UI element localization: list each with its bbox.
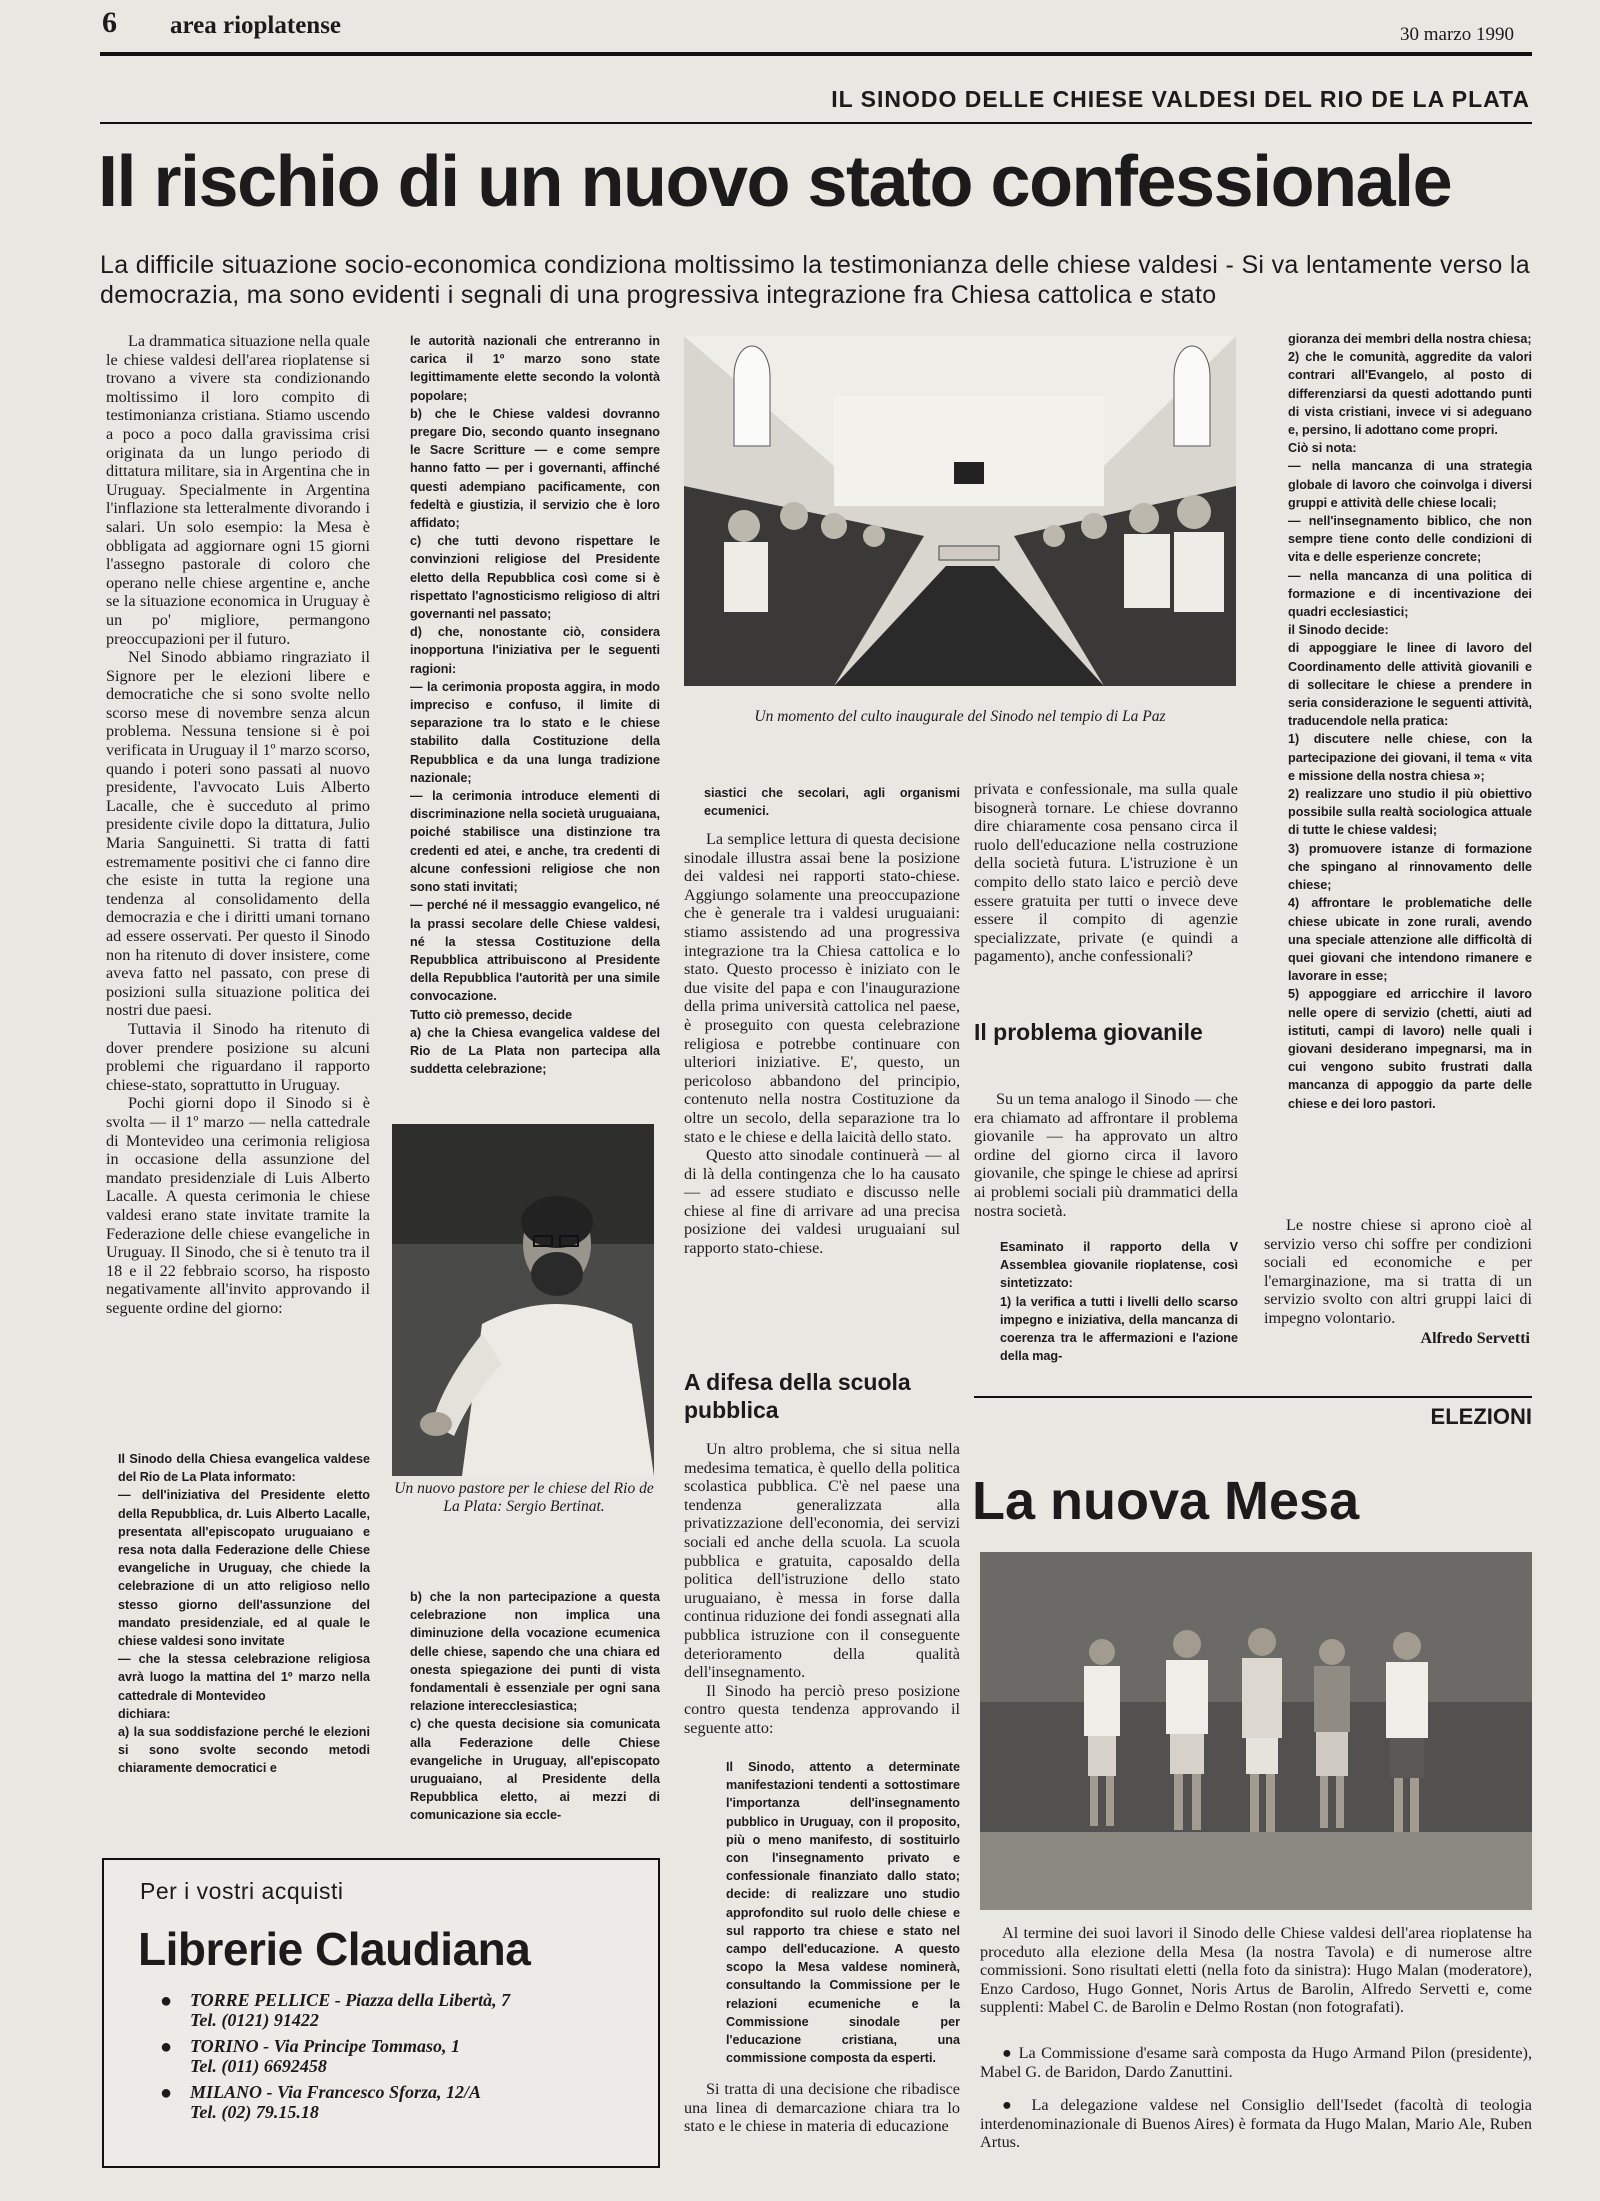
- resolution-line: Il Sinodo della Chiesa evangelica valdese del Rio de La Plata informato:: [118, 1452, 370, 1485]
- resolution-line: — nell'insegnamento biblico, che non sempre tiene conto delle condizioni di vita e delle esperienze concrete;: [1288, 514, 1532, 565]
- resolution-line: — che la stessa celebrazione religiosa avrà luogo la mattina del 1º marzo nella cattedrale di Montevideo: [118, 1652, 370, 1703]
- issue-date: 30 marzo 1990: [1400, 24, 1514, 45]
- ad-store: [160, 2036, 640, 2076]
- store-phone: Tel. (02) 79.15.18: [190, 2102, 319, 2122]
- paragraph: Questo atto sinodale continuerà — al di là della contingenza che lo ha causato — ad essere studiato e discusso nelle chiese al fine di arrivare ad una precisa posizione dei valdesi uruguaiani sul rapporto stato-chiese.: [684, 1146, 960, 1258]
- masthead-rule: [100, 52, 1532, 56]
- elections-headline: La nuova Mesa: [972, 1471, 1360, 1531]
- bullet-icon: ●: [160, 2036, 173, 2058]
- article-column-1: [106, 332, 370, 1412]
- article-school-section: [684, 1440, 960, 1740]
- photo-caption-worship: Un momento del culto inaugurale del Sinodo nel tempio di La Paz: [754, 708, 1166, 725]
- paragraph: Il Sinodo ha perciò preso posizione contro questa tendenza approvando il seguente atto:: [684, 1681, 960, 1737]
- kicker-rule: [100, 122, 1532, 124]
- article-column-5-end: [1264, 1216, 1532, 1340]
- paragraph: La semplice lettura di questa decisione sinodale illustra assai bene la posizione dei valdesi nei rapporti stato-chiese. Aggiungo solamente una preoccupazione che è generale tra i valdesi uruguaiani: stiamo assistendo ad una progressiva integrazione tra la Chiesa cattolica e lo stato. Questo processo è iniziato con le due visite del papa e con l'inaugurazione della prima università cattolica nel paese, è proseguito con questa celebrazione religiosa e potrebbe continuare con ulteriori iniziative. E', questo, un pericoloso abbandono del principio, contenuto nella nostra Costituzione da oltre un secolo, della separazione tra lo stato e le chiese e della laicità dello stato.: [684, 830, 960, 1146]
- resolution-line: a) la sua soddisfazione perché le elezioni si sono svolte secondo metodi chiaramente democratici e: [118, 1725, 370, 1776]
- paragraph: [980, 2096, 1532, 2152]
- resolution-line: c) che questa decisione sia comunicata alla Federazione delle Chiese evangeliche in Uruguay, all'episcopato uruguaiano, al Presidente della Repubblica eletto, ai mezzi di comunicazione sia eccle-: [410, 1717, 660, 1823]
- photo-new-mesa: [980, 1552, 1532, 1910]
- bullet-icon: ●: [160, 1990, 173, 2012]
- bullet-text: La delegazione valdese nel Consiglio dell'Isedet (facoltà di teologia interdenominazionale di Buenos Aires) è formata da Hugo Malan, Mario Ale, Ruben Artus.: [980, 2096, 1532, 2152]
- synod-resolution-part-1: [118, 1450, 370, 1840]
- resolution-line: b) che le Chiese valdesi dovranno pregare Dio, secondo quanto insegnano le Sacre Scritture — e come sempre hanno fatto — per i governanti, affinché questi adempiano pacificamente, con fedeltà e giustizia, il servizio che è loro affidato;: [410, 406, 660, 531]
- resolution-line: b) che la non partecipazione a questa celebrazione non implica una diminuzione della vocazione ecumenica delle chiese, sapendo che una chiara ed onesta spiegazione dei punti di vista fondamentali è essenziale per ogni sana relazione intereccIesiastica;: [410, 1590, 660, 1714]
- school-resolution: Il Sinodo, attento a determinate manifestazioni tendenti a sottostimare l'importanza dell'insegnamento pubblico in Uruguay, con il proposito, più o meno manifesto, di sostituirlo con l'insegnamento privato e confessionale finanziato dallo stato; decide: di realizzare uno studio approfondito sul ruolo delle chiese e sul rapporto tra chiese e stato nel campo dell'educazione. A questo scopo la Mesa valdese nominerà, consultando la Commissione per le relazioni ecumeniche e la Commissione sinodale per l'educazione cristiana, una commissione composta da esperti.: [726, 1760, 960, 2066]
- bullet-text: La Commissione d'esame sarà composta da Hugo Armand Pilon (presidente), Mabel G. de Baridon, Dardo Zanuttini.: [980, 2044, 1532, 2081]
- store-phone: Tel. (0121) 91422: [190, 2010, 319, 2030]
- ad-store: [160, 2082, 640, 2122]
- resolution-line: d) che, nonostante ciò, considera inopportuna l'iniziativa per le seguenti ragioni:: [410, 625, 660, 676]
- page-number: 6: [102, 6, 117, 39]
- paragraph: Pochi giorni dopo il Sinodo si è svolta — il 1º marzo — nella cattedrale di Montevideo una cerimonia religiosa in occasione della assunzione del mandato presidenziale di Luis Alberto Lacalle. A questa cerimonia le chiese valdesi erano state invitate tramite la Federazione delle chiese evangeliche in Uruguay. Il Sinodo, che si è tenuto tra il 18 e il 22 febbraio scorso, ha risposto negativamente all'invito approvando il seguente ordine del giorno:: [106, 1094, 370, 1317]
- resolution-line: 3) promuovere istanze di formazione che spingano al rinnovamento delle chiese;: [1288, 841, 1532, 893]
- synod-resolution-part-2: [410, 332, 660, 1092]
- paragraph: privata e confessionale, ma sulla quale bisognerà tornare. Le chiese dovranno dire chiaramente cosa pensano circa il ruolo dell'educazione nella costruzione della società futura. L'istruzione è un compito dello stato laico e perciò deve essere gratuita per tutti o invece deve essere il compito di agenzie specializzate, private (e quindi a pagamento), anche confessionali?: [974, 780, 1238, 966]
- article-column-3-end: [684, 2080, 960, 2176]
- article-youth-section: [974, 1090, 1238, 1240]
- subhead-youth: Il problema giovanile: [974, 1019, 1203, 1045]
- resolution-line: dichiara:: [118, 1706, 171, 1721]
- paragraph: Un altro problema, che si situa nella medesima tematica, è quello della politica scolastica pubblica. C'è nel paese una tendenza generalizzata alla privatizzazione dell'economia, dei servizi sociali ed anche della scuola. La scuola pubblica e gratuita, caposaldo della politica dell'istruzione dello stato uruguaiano, è messa in forse dalla continua riduzione dei fondi assegnati alla pubblica istruzione con il conseguente deterioramento della qualità dell'insegnamento.: [684, 1440, 960, 1682]
- resolution-line: — perché né il messaggio evangelico, né la prassi secolare delle Chiese valdesi, né la stessa Costituzione della Repubblica attribuiscono al Presidente della Repubblica l'autorità per una simile convocazione.: [410, 898, 660, 1004]
- resolution-line: 1) discutere nelle chiese, con la partecipazione dei giovani, il tema « vita e missione della nostra chiesa »;: [1288, 732, 1532, 783]
- synod-resolution-end: siastici che secolari, agli organismi ecumenici.: [704, 786, 960, 819]
- paragraph: Nel Sinodo abbiamo ringraziato il Signore per le elezioni libere e democratiche che si sono svolte nello scorso mese di novembre senza alcun problema. Nessuna tensione si è poi verificata in Uruguay il 1º marzo scorso, quando i poteri sono passati al nuovo presidente, l'avvocato Luis Alberto Lacalle, che è succeduto al primo presidente civile dopo la dittatura, Julio Maria Sanguinetti. Si tratta di fatti estremamente positivi che ci fanno dire che esiste in tutta la regione una tendenza al consolidamento della democrazia e che i diritti umani tornano ad essere osservati. Per questo il Sinodo non ha ritenuto di dover insistere, come aveva fatto nel passato, con prese di posizioni sulla situazione politica dei nostri due paesi.: [106, 648, 370, 1020]
- photo-sergio-bertinat: [392, 1124, 654, 1476]
- elections-body: [980, 1924, 1532, 2024]
- section-name: area rioplatense: [170, 12, 342, 39]
- resolution-line: 2) realizzare uno studio il più obiettivo possibile sulla realtà sociologica attuale di tutte le chiese valdesi;: [1288, 787, 1532, 838]
- resolution-line: — nella mancanza di una politica di formazione e di incentivazione dei quadri ecclesiastici;: [1288, 568, 1532, 620]
- ad-intro: Per i vostri acquisti: [140, 1878, 344, 1904]
- paragraph: Al termine dei suoi lavori il Sinodo delle Chiese valdesi dell'area rioplatense ha proceduto alla elezione della Mesa (la nostra Tavola) e di numerose altre commissioni. Sono risultati eletti (nella foto da sinistra): Hugo Malan (moderatore), Enzo Cardoso, Hugo Gonnet, Noris Artus de Barolin, Alfredo Servetti e, come supplenti: Mabel C. de Barolin e Delmo Rostan (non fotografati).: [980, 1924, 1532, 2017]
- photo-caption-bertinat: Un nuovo pastore per le chiese del Rio de La Plata: Sergio Bertinat.: [394, 1480, 654, 1515]
- ad-store: [160, 1990, 640, 2030]
- resolution-line: c) che tutti devono rispettare le convinzioni religiose del Presidente eletto della Repubblica così come si è rispettato l'agnosticismo religioso di altri governanti nel passato;: [410, 534, 660, 622]
- portrait-illustration: [392, 1124, 654, 1476]
- bullet-icon: ●: [1002, 2096, 1032, 2114]
- group-photo-illustration: [980, 1552, 1532, 1910]
- resolution-line: — la cerimonia introduce elementi di discriminazione nella società uruguaiana, poiché stabilisce una distinzione tra credenti ed atei, e anche, tra credenti di alcune confessioni religiose che non sono stati invitati;: [410, 789, 660, 895]
- store-address: MILANO - Via Francesco Sforza, 12/A: [190, 2082, 482, 2102]
- church-interior-illustration: [684, 336, 1236, 686]
- resolution-line: di appoggiare le linee di lavoro del Coordinamento delle attività giovanili e di sollecitare le chiese a prendere in seria considerazione le seguenti attività, traducendole nella pratica:: [1288, 641, 1532, 729]
- resolution-line: — nella mancanza di una strategia globale di lavoro che coinvolga i diversi gruppi e attività delle chiese locali;: [1288, 459, 1532, 510]
- article-byline: Alfredo Servetti: [1420, 1330, 1530, 1347]
- bullet-icon: ●: [160, 2082, 173, 2104]
- paragraph: Su un tema analogo il Sinodo — che era chiamato ad affrontare il problema giovanile — ha approvato un altro ordine del giorno circa il lavoro giovanile, che spinge le chiese ad aprirsi ai problemi sociali più drammatici della nostra società.: [974, 1090, 1238, 1220]
- subhead-public-school: A difesa della scuola pubblica: [684, 1369, 911, 1423]
- ad-store-list: [160, 1990, 640, 2122]
- resolution-line: Esaminato il rapporto della V Assemblea giovanile rioplatense, così sintetizzato:: [1000, 1240, 1238, 1291]
- resolution-line: 5) appoggiare ed arricchire il lavoro nelle opere di servizio (chetti, aiuti ad istituti, campi di lavoro) nelle quali i giovani desiderano impegnarsi, ma in cui vengono subito frustrati dalla mancanza di appoggio da parte delle chiese e dei loro pastori.: [1288, 987, 1532, 1111]
- ad-bookstore-name: Librerie Claudiana: [138, 1923, 531, 1975]
- article-kicker: IL SINODO DELLE CHIESE VALDESI DEL RIO DE LA PLATA: [831, 86, 1530, 112]
- resolution-line: 1) la verifica a tutti i livelli dello scarso impegno e iniziativa, della mancanza di coerenza tra le affermazioni e l'azione della mag-: [1000, 1294, 1238, 1364]
- store-address: TORRE PELLICE - Piazza della Libertà, 7: [190, 1990, 511, 2010]
- claudiana-advertisement: [102, 1858, 660, 2168]
- paragraph: La drammatica situazione nella quale le chiese valdesi dell'area rioplatense si trovano a vivere sta condizionando moltissimo il loro compito di testimonianza cristiana. Stiamo uscendo a poco a poco dalla gravissima crisi originata da un lungo periodo di dittatura militare, sia in Argentina che in Uruguay. Specialmente in Argentina l'inflazione sta letteralmente divorando i salari. Un solo esempio: la Mesa è obbligata ad aggiornare ogni 15 giorni l'assegno pastorale di coloro che operano nelle chiese argentine e, anche se la situazione economica in Uruguay è un po' migliore, permangono preoccupazioni per il futuro.: [106, 332, 370, 648]
- store-phone: Tel. (011) 6692458: [190, 2056, 327, 2076]
- elections-tag: ELEZIONI: [1430, 1404, 1532, 1429]
- resolution-line: il Sinodo decide:: [1288, 623, 1389, 638]
- resolution-line: 4) affrontare le problematiche delle chiese ubicate in zone rurali, avendo una speciale attenzione alle difficoltà di quei giovani che intendono rimanere e lavorare in esse;: [1288, 896, 1532, 984]
- resolution-line: 2) che le comunità, aggredite da valori contrari all'Evangelo, al posto di differenziarsi da questi adottando punti di vista cristiani, invece vi si adeguano e, persino, li adottano come propri.: [1288, 350, 1532, 438]
- paragraph: Si tratta di una decisione che ribadisce una linea di demarcazione chiara tra lo stato e le chiese in materia di educazione: [684, 2080, 960, 2136]
- resolution-line: a) che la Chiesa evangelica valdese del Rio de La Plata non partecipa alla suddetta celebrazione;: [410, 1025, 660, 1077]
- article-column-4: [974, 780, 1238, 1030]
- resolution-line: — dell'iniziativa del Presidente eletto della Repubblica, dr. Luis Alberto Lacalle, presentata all'episcopato uruguaiano e resa nota dalla Federazione delle Chiese evangeliche in Uruguay, che chiede la celebrazione di un atto religioso nello stesso giorno dell'assunzione del mandato presidenziale, ed al quale le chiese valdesi sono invitate: [118, 1488, 370, 1649]
- resolution-line: Tutto ciò premesso, decide: [410, 1007, 573, 1022]
- resolution-line: gioranza dei membri della nostra chiesa;: [1288, 332, 1532, 346]
- resolution-line: Ciò si nota:: [1288, 441, 1357, 456]
- youth-resolution-part-2: [1288, 330, 1532, 1196]
- store-address: TORINO - Via Principe Tommaso, 1: [190, 2036, 461, 2056]
- article-standfirst: La difficile situazione socio-economica condiziona moltissimo la testimonianza delle chiese valdesi - Si va lentamente verso la democrazia, ma sono evidenti i segnali di una progressiva integrazione fra Chiesa cattolica e stato: [100, 251, 1530, 309]
- resolution-line: le autorità nazionali che entreranno in carica il 1º marzo sono state legittimamente elette secondo la volontà popolare;: [410, 334, 660, 403]
- article-column-3: [684, 830, 960, 1340]
- elections-bullet-2: [980, 2096, 1532, 2152]
- paragraph: Tuttavia il Sinodo ha ritenuto di dover prendere posizione su alcuni problemi che riguardano il rapporto chiese-stato, soprattutto in Uruguay.: [106, 1019, 370, 1094]
- elections-bullet-1: [980, 2044, 1532, 2081]
- paragraph: [980, 2044, 1532, 2081]
- article-headline: Il rischio di un nuovo stato confessionale: [98, 142, 1452, 222]
- bullet-icon: ●: [1002, 2044, 1019, 2062]
- youth-resolution-part-1: [1000, 1238, 1238, 1364]
- photo-inaugural-worship: [684, 336, 1236, 686]
- resolution-line: — la cerimonia proposta aggira, in modo impreciso e confuso, il limite di separazione tra lo stato e le chiese stabilito dalla Costituzione della Repubblica e da una lunga tradizione nazionale;: [410, 679, 660, 785]
- elections-rule: [974, 1396, 1532, 1398]
- paragraph: Le nostre chiese si aprono cioè al servizio verso chi soffre per condizioni sociali ed economiche e per l'emarginazione, ma si tratta di un servizio svolto con altri gruppi laici di impegno volontario.: [1264, 1216, 1532, 1327]
- synod-resolution-part-3: [410, 1588, 660, 1838]
